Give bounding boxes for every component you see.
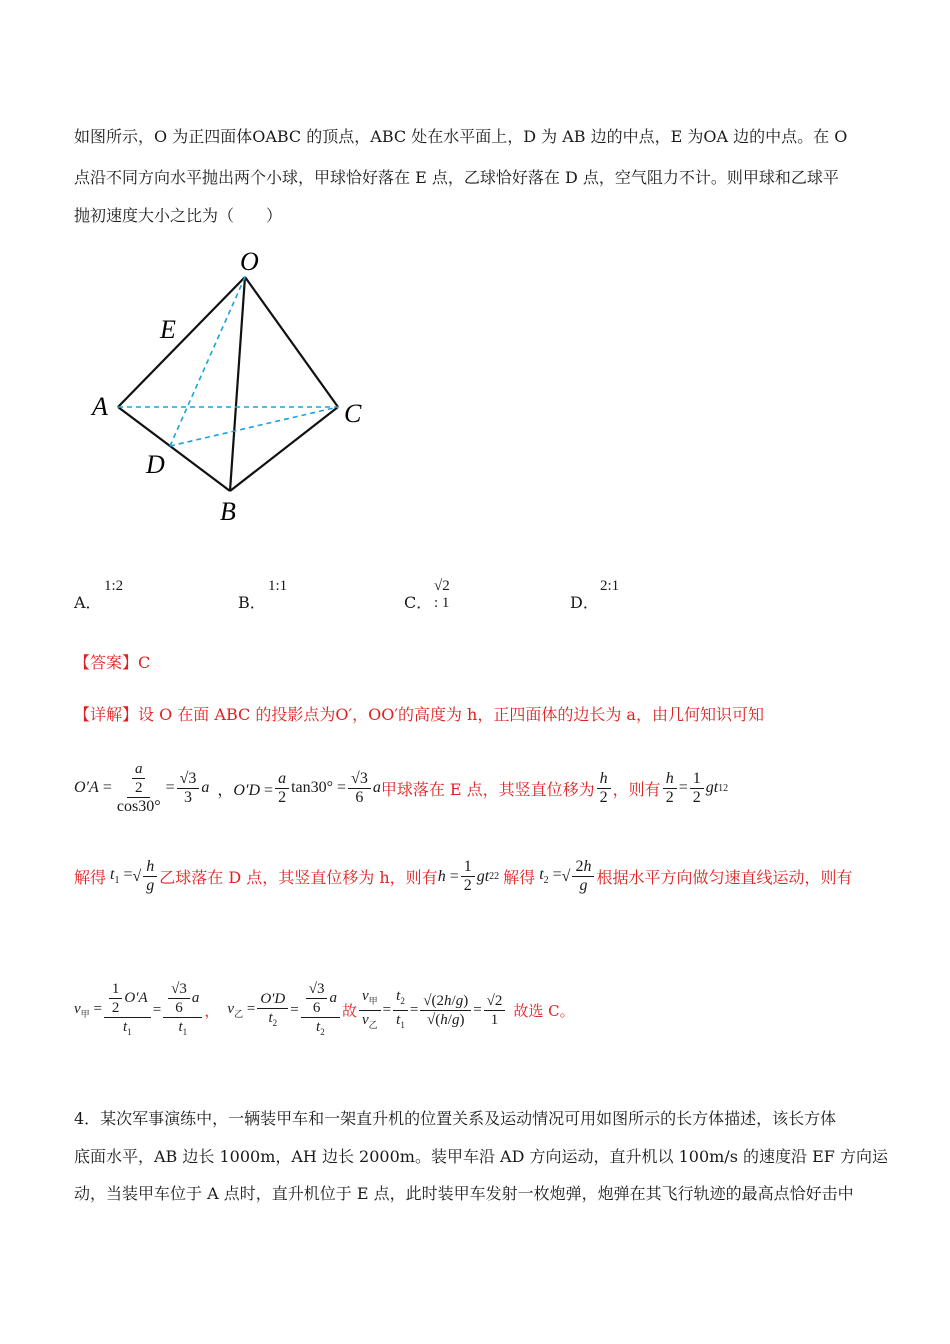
label-C: C <box>344 399 362 428</box>
q3-line-2: 点沿不同方向水平抛出两个小球，甲球恰好落在 E 点，乙球恰好落在 D 点，空气阻力不计。则甲球和乙球平 <box>74 168 839 187</box>
q3-line-1: 如图所示，O 为正四面体OABC 的顶点，ABC 处在水平面上，D 为 AB 边的中点，E 为OA 边的中点。在 O <box>74 127 848 146</box>
q4-line-1: 4．某次军事演练中，一辆装甲车和一架直升机的位置关系及运动情况可用如图所示的长方体描述，该长方体 <box>74 1109 837 1128</box>
q4-line-2: 底面水平，AB 边长 1000m，AH 边长 2000m。装甲车沿 AD 方向运动，直升机以 100m/s 的速度沿 EF 方向运 <box>74 1147 888 1166</box>
label-A: A <box>92 392 108 421</box>
tetrahedron-figure <box>80 240 380 530</box>
label-O: O <box>240 247 259 276</box>
label-B: B <box>220 497 236 526</box>
q3-line-3: 抛初速度大小之比为（ ） <box>74 206 283 225</box>
equation-row-1: O′A = $\frac{\frac{a}{2}}{\cos 30^\circ}$ = $\frac{√3}{3}$ a ，O′D = $\frac{a}{2}$ tan30° = $\frac{√3}{6}$ a 甲球落在 E 点，其竖直位移为 $\frac{h}{2}$ ，则有 $\frac{h}{2}$ = $\frac{1}{2}$ gt 1 2 <box>74 761 729 815</box>
detail-line: 【详解】设 O 在面 ABC 的投影点为O′，OO′的高度为 h，正四面体的边长为 a，由几何知识可知 <box>74 705 764 724</box>
label-D: D <box>146 450 165 479</box>
equation-row-2: 解得 $t_1$ = √ $\frac{h}{g}$ 乙球落在 D 点，其竖直位移为 h，则有 h = $\frac{1}{2}$ gt 2 2 解得 $t_2$ = √ $\frac{2h}{g}$ 根据水平方向做匀速直线运动，则有 <box>74 858 853 894</box>
answer: 【答案】C <box>74 653 151 672</box>
q4-line-3: 动，当装甲车位于 A 点时，直升机位于 E 点，此时装甲车发射一枚炮弹，炮弹在其飞行轨迹的最高点恰好击中 <box>74 1184 854 1203</box>
label-E: E <box>160 315 176 344</box>
equation-row-3: $v_甲$ = $\frac{1}{2}$ O′A $t_1$ = $\frac{√3}{6}$ a $t_1$ ， $v_乙$ = $\frac{O'D}{t_2}$ = $\frac{√3}{6}$ a $t_2$ 故 $\frac{v_甲}{v_乙}$ = $\frac{t_2}{t_1}$ = $\frac{√(2h/g)}{√(h/g)}$ = $\frac{√2}{1}$ 故选 C。 <box>74 981 575 1037</box>
